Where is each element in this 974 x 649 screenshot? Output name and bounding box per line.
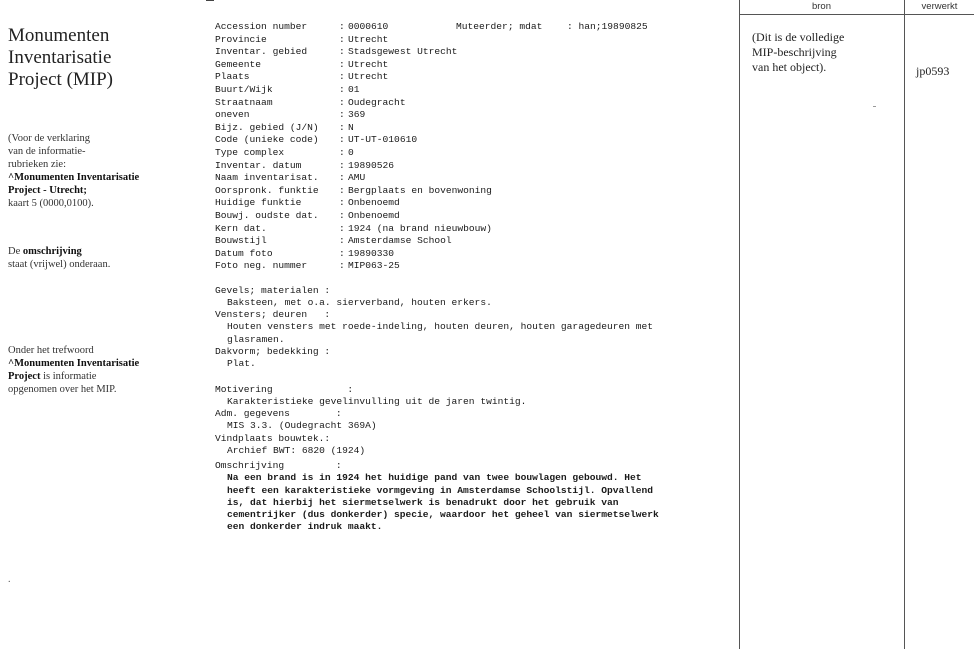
field-separator: : [339, 121, 345, 133]
note-line: van de informatie- [8, 146, 86, 157]
keyword-link-text[interactable]: Project [8, 371, 41, 382]
field-separator: : [339, 210, 345, 221]
field-separator: : [339, 159, 345, 171]
reference-link-text[interactable]: Project - Utrecht; [8, 185, 87, 196]
mutator-value: : han;19890825 [567, 21, 648, 32]
verwerkt-header: verwerkt [921, 1, 958, 12]
bron-line: MIP-beschrijving [752, 45, 837, 59]
field-separator: : [339, 235, 345, 247]
note-line: opgenomen over het MIP. [8, 384, 117, 395]
field-separator: : [339, 147, 345, 158]
field-separator: : [339, 109, 345, 121]
column-divider [904, 0, 905, 649]
field-separator: : [339, 134, 345, 146]
field-value: AMU [348, 172, 366, 184]
record-section [215, 346, 330, 371]
field-value: 0000610 [348, 21, 389, 32]
field-value: Oudegracht [348, 96, 406, 108]
field-label: Gemeente [215, 58, 262, 70]
note-line: staat (vrijwel) onderaan. [8, 259, 111, 270]
field-label: Kern dat. [215, 222, 267, 234]
field-separator: : [339, 172, 345, 184]
bron-note [752, 30, 902, 75]
note-text: is informatie [40, 371, 97, 382]
section-text: Plat. [227, 358, 256, 370]
field-label: Huidige funktie [215, 197, 302, 209]
field-value: UT-UT-010610 [348, 134, 418, 146]
field-value: Onbenoemd [348, 197, 400, 209]
note-line: Onder het trefwoord [8, 345, 94, 356]
header-divider [739, 14, 974, 15]
section-label: Motivering : [215, 384, 354, 395]
field-label: Accession number [215, 21, 308, 32]
field-value: 01 [348, 84, 360, 95]
field-label: Code (unieke code) [215, 134, 319, 146]
record-section [215, 309, 653, 346]
bron-header: bron [811, 1, 831, 12]
note-bold: omschrijving [22, 246, 82, 257]
section-text: Archief BWT: 6820 (1924) [227, 445, 366, 457]
section-text: Karakteristieke gevelinvulling uit de jaren twintig. [227, 396, 527, 408]
field-value: 19890330 [348, 247, 395, 259]
field-label: Datum foto [215, 247, 273, 259]
section-text: Baksteen, met o.a. sierverband, houten erkers. [227, 297, 492, 309]
field-separator: : [339, 58, 345, 70]
section-label: Gevels; materialen : [215, 285, 331, 296]
field-label: oneven [215, 109, 250, 121]
section-text: is, dat hierbij het siermetselwerk is benadrukt door het gebruik van [227, 496, 619, 508]
title-line-1: Monumenten [8, 25, 110, 46]
bron-line: (Dit is de volledige [752, 30, 845, 44]
mutator-label: Muteerder; mdat [456, 21, 543, 32]
note-line: kaart 5 (0000,0100). [8, 198, 94, 209]
scan-mark [873, 106, 876, 107]
field-label: Inventar. datum [215, 159, 302, 171]
field-value: MIP063-25 [348, 260, 400, 272]
field-separator: : [339, 260, 345, 272]
field-label: Naam inventarisat. [215, 172, 319, 184]
field-label: Oorspronk. funktie [215, 184, 319, 196]
section-label: Dakvorm; bedekking : [215, 346, 331, 357]
field-label: Bouwstijl [215, 235, 267, 247]
record-section [215, 460, 659, 534]
record-section [215, 433, 365, 458]
keyword-link-text[interactable]: ^Monumenten Inventarisatie [8, 358, 140, 369]
field-separator: : [339, 197, 345, 209]
section-text: Na een brand is in 1924 het huidige pand van twee bouwlagen gebouwd. Het [227, 472, 642, 484]
field-value: 0 [348, 147, 354, 158]
field-separator: : [339, 247, 345, 259]
reference-link-text[interactable]: ^Monumenten Inventarisatie [8, 172, 140, 183]
keyword-note [8, 344, 198, 396]
note-text: De [8, 246, 23, 257]
section-text: Houten vensters met roede-indeling, houten deuren, houten garagedeuren met [227, 321, 654, 333]
field-value: N [348, 121, 354, 133]
note-line: (Voor de verklaring [8, 133, 91, 144]
section-text: glasramen. [227, 333, 285, 345]
field-label: Provincie [215, 33, 267, 45]
field-separator: : [339, 46, 345, 58]
field-label: Buurt/Wijk [215, 84, 273, 95]
section-label: Adm. gegevens : [215, 408, 342, 419]
field-label: Inventar. gebied [215, 46, 308, 58]
bron-line: van het object). [752, 60, 827, 74]
field-label: Foto neg. nummer [215, 260, 308, 272]
field-value: Onbenoemd [348, 210, 400, 221]
field-label: Bouwj. oudste dat. [215, 210, 319, 221]
description-location-note [8, 245, 198, 271]
field-value: Utrecht [348, 58, 389, 70]
field-label: Plaats [215, 71, 250, 83]
scan-mark: . [8, 574, 11, 585]
field-label: Type complex [215, 147, 285, 158]
field-separator: : [339, 21, 345, 32]
collection-title [8, 25, 198, 91]
record-section [215, 285, 492, 310]
verwerkt-value: jp0593 [916, 64, 950, 78]
section-label: Vindplaats bouwtek.: [215, 433, 331, 444]
record-section [215, 408, 377, 433]
section-text: heeft een karakteristieke vormgeving in Amsterdamse Schoolstijl. Opvallend [227, 484, 654, 496]
section-text: MIS 3.3. (Oudegracht 369A) [227, 420, 377, 432]
section-text: een donkerder indruk maakt. [227, 521, 383, 533]
note-line: rubrieken zie: [8, 159, 67, 170]
field-value: 19890526 [348, 159, 395, 171]
field-value: Amsterdamse School [348, 235, 452, 247]
title-line-3: Project (MIP) [8, 69, 114, 90]
section-label: Vensters; deuren : [215, 309, 331, 320]
field-value: 1924 (na brand nieuwbouw) [348, 222, 492, 234]
field-value: Bergplaats en bovenwoning [348, 184, 492, 196]
section-label: Omschrijving : [215, 460, 342, 471]
scan-dash [206, 0, 214, 1]
field-separator: : [339, 71, 345, 83]
field-value: Stadsgewest Utrecht [348, 46, 458, 58]
field-separator: : [339, 33, 345, 45]
column-divider [739, 0, 740, 649]
field-separator: : [339, 184, 345, 196]
field-separator: : [339, 96, 345, 108]
section-text: cementrijker (dus donkerder) specie, waardoor het geheel van siermetselwerk [227, 509, 659, 521]
title-line-2: Inventarisatie [8, 47, 112, 68]
record-section [215, 384, 526, 409]
field-value: 369 [348, 109, 366, 121]
field-label: Bijz. gebied (J/N) [215, 121, 319, 133]
field-separator: : [339, 84, 345, 95]
field-label: Straatnaam [215, 96, 273, 108]
field-value: Utrecht [348, 33, 389, 45]
field-separator: : [339, 222, 345, 234]
explanation-note [8, 132, 198, 210]
field-value: Utrecht [348, 71, 389, 83]
